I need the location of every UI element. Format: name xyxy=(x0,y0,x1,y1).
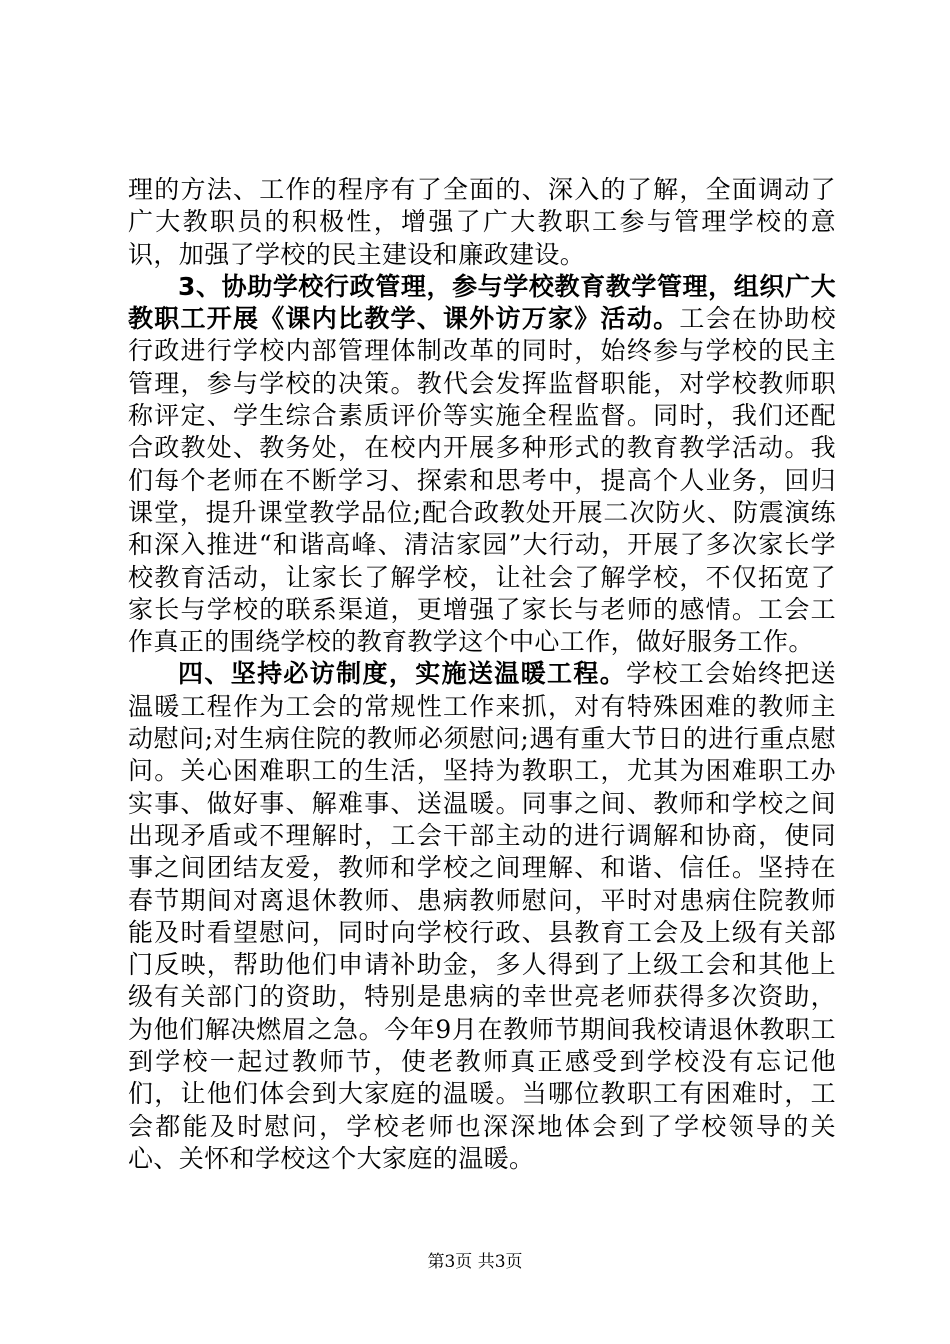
page-number-footer: 第3页 共3页 xyxy=(427,1252,523,1272)
paragraph-1-text: 理的方法、工作的程序有了全面的、深入的了解，全面调动了广大教职员的积极性，增强了广大教职工参与管理学校的意识，加强了学校的民主建设和廉政建设。 xyxy=(128,175,836,269)
paragraph-2-heading: 3、协助学校行政管理，参与学校教育教学管理，组织广大教职工开展《课内比教学、课外访万家》活动。 xyxy=(128,271,836,334)
paragraph-2 xyxy=(128,271,836,659)
paragraph-3-heading: 四、坚持必访制度，实施送温暖工程。 xyxy=(178,659,627,689)
paragraph-1 xyxy=(128,174,836,271)
document-body xyxy=(128,174,836,1175)
paragraph-3 xyxy=(128,658,836,1175)
paragraph-2-text: 工会在协助校行政进行学校内部管理体制改革的同时，始终参与学校的民主管理，参与学校的决策。教代会发挥监督职能，对学校教师职称评定、学生综合素质评价等实施全程监督。同时，我们还配合政教处、教务处，在校内开展多种形式的教育教学活动。我们每个老师在不断学习、探索和思考中，提高个人业务，回归课堂，提升课堂教学品位;配合政教处开展二次防火、防震演练和深入推进“和谐高峰、清洁家园”大行动，开展了多次家长学校教育活动，让家长了解学校，让社会了解学校，不仅拓宽了家长与学校的联系渠道，更增强了家长与老师的感情。工会工作真正的围绕学校的教育教学这个中心工作，做好服务工作。 xyxy=(128,304,836,657)
paragraph-3-text: 学校工会始终把送温暖工程作为工会的常规性工作来抓，对有特殊困难的教师主动慰问;对生病住院的教师必须慰问;遇有重大节日的进行重点慰问。关心困难职工的生活，坚持为教职工，尤其为困难职工办实事、做好事、解难事、送温暖。同事之间、教师和学校之间出现矛盾或不理解时，工会干部主动的进行调解和协商，使同事之间团结友爱，教师和学校之间理解、和谐、信任。坚持在春节期间对离退休教师、患病教师慰问，平时对患病住院教师能及时看望慰问，同时向学校行政、县教育工会及上级有关部门反映，帮助他们申请补助金，多人得到了上级工会和其他上级有关部门的资助，特别是患病的幸世亮老师获得多次资助，为他们解决燃眉之急。今年9月在教师节期间我校请退休教职工到学校一起过教师节，使老教师真正感受到学校没有忘记他们，让他们体会到大家庭的温暖。当哪位教职工有困难时，工会都能及时慰问，学校老师也深深地体会到了学校领导的关心、关怀和学校这个大家庭的温暖。 xyxy=(128,659,836,1173)
